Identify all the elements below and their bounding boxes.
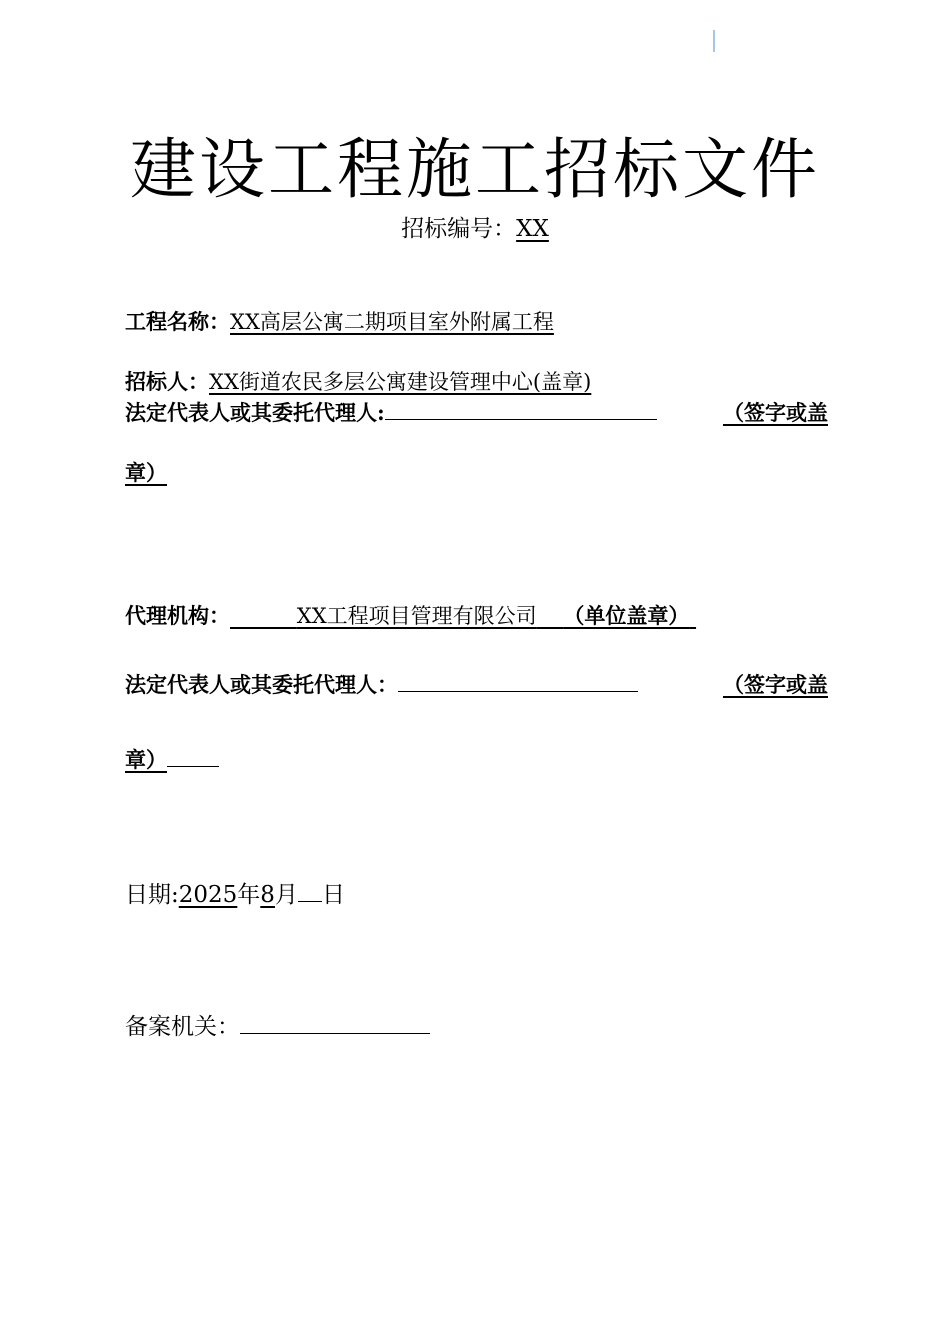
date-year: 2025: [178, 882, 238, 908]
agency-label: 代理机构：: [125, 603, 230, 628]
filing-row: [125, 1010, 430, 1044]
legal-rep-label-2: 法定代表人或其委托代理人：: [125, 672, 398, 697]
tenderer-value: XX街道农民多层公寓建设管理中心(盖章): [209, 370, 592, 394]
agency-row: [125, 600, 696, 632]
date-label: 日期:: [125, 882, 179, 908]
sign-hint-1a: （签字或盖: [723, 400, 828, 425]
bid-number-value: XX: [516, 216, 549, 242]
agency-value: XX工程项目管理有限公司 （单位盖章）: [296, 603, 690, 628]
date-day-unit: 日: [321, 882, 345, 908]
bid-number-label: 招标编号：: [401, 216, 517, 242]
bid-number: [0, 212, 950, 246]
legal-rep-row-2: [125, 669, 638, 701]
date-year-unit: 年: [237, 882, 261, 908]
filing-blank: [240, 1011, 430, 1034]
project-name-label: 工程名称：: [125, 309, 230, 334]
tenderer-row: [125, 366, 591, 398]
document-title: 建设工程施工招标文件: [130, 131, 820, 208]
sign-hint-1b: 章）: [125, 460, 167, 485]
legal-rep-row-1: [125, 397, 657, 429]
legal-rep-label-1: 法定代表人或其委托代理人:: [125, 400, 385, 425]
date-row: [125, 878, 345, 912]
signature-blank-2: [398, 669, 638, 692]
agency-stamp: （单位盖章）: [563, 603, 690, 628]
tenderer-label: 招标人：: [125, 369, 209, 394]
date-month-unit: 月: [274, 882, 298, 908]
sign-hint-2a: （签字或盖: [723, 672, 828, 697]
sign-hint-2b-row: [125, 744, 219, 776]
sign-hint-2b: 章）: [125, 747, 167, 772]
date-day-blank: [298, 879, 322, 902]
date-month: 8: [260, 882, 275, 908]
signature-blank-1: [385, 397, 657, 420]
project-name-value: XX高层公寓二期项目室外附属工程: [230, 310, 554, 334]
signature-blank-3: [167, 744, 219, 767]
filing-label: 备案机关：: [125, 1014, 240, 1040]
cursor-mark: [713, 30, 715, 52]
project-name-row: [125, 306, 554, 338]
